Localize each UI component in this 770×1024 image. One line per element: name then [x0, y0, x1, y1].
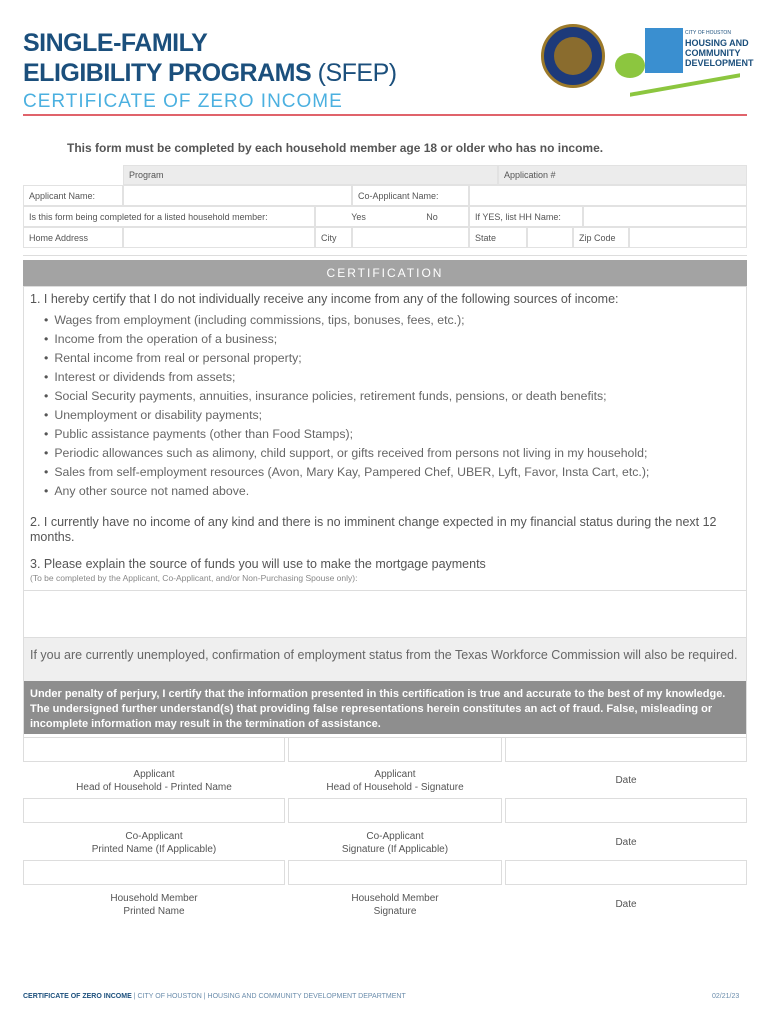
page-subtitle: CERTIFICATE OF ZERO INCOME	[23, 91, 343, 112]
sig-label: Printed Name	[123, 906, 185, 917]
title-line-1: SINGLE-FAMILY	[23, 29, 208, 57]
household-member-signature-input[interactable]	[288, 860, 502, 885]
program-field[interactable]	[123, 165, 498, 185]
divider	[23, 255, 747, 256]
sig-label: Applicant	[374, 769, 416, 780]
footer-city: | CITY OF HOUSTON	[133, 993, 202, 1000]
logo-text: HOUSING AND	[685, 38, 749, 48]
city-input[interactable]	[352, 227, 469, 248]
list-item: • Public assistance payments (other than Food Stamps);	[44, 425, 649, 444]
list-item: • Periodic allowances such as alimony, child support, or gifts received from persons not living in my household;	[44, 444, 649, 463]
applicant-name-input[interactable]	[123, 185, 352, 206]
co-applicant-name-label: Co-Applicant Name:	[352, 185, 469, 206]
certification-body	[23, 286, 747, 738]
sig-label: Printed Name (If Applicable)	[91, 844, 217, 855]
item-3-note: (To be completed by the Applicant, Co-Applicant, and/or Non-Purchasing Spouse only):	[30, 573, 358, 583]
list-item: • Wages from employment (including commissions, tips, bonuses, fees, etc.);	[44, 311, 649, 330]
applicant-date-input[interactable]	[505, 737, 747, 762]
sig-label: Signature	[373, 906, 417, 917]
applicant-printed-name-input[interactable]	[23, 737, 285, 762]
hh-name-label: If YES, list HH Name:	[469, 206, 583, 227]
divider	[23, 114, 747, 116]
list-item: • Social Security payments, annuities, insurance policies, retirement funds, pensions, or death benefits;	[44, 387, 649, 406]
sig-label: Signature (If Applicable)	[341, 844, 449, 855]
income-sources-list	[44, 311, 649, 501]
application-number-field[interactable]	[498, 165, 747, 185]
applicant-name-label: Applicant Name:	[23, 185, 123, 206]
intro-text: This form must be completed by each household member age 18 or older who has no income.	[67, 141, 604, 155]
sig-label: Head of Household - Signature	[326, 782, 464, 793]
co-applicant-printed-name-input[interactable]	[23, 798, 285, 823]
no-option[interactable]: No	[426, 211, 438, 222]
co-applicant-signature-input[interactable]	[288, 798, 502, 823]
list-item: • Unemployment or disability payments;	[44, 406, 649, 425]
title-abbr: (SFEP)	[317, 59, 397, 87]
list-item: • Income from the operation of a business;	[44, 330, 649, 349]
footer-title: CERTIFICATE OF ZERO INCOME	[23, 993, 132, 1000]
zip-input[interactable]	[629, 227, 747, 248]
sig-label: Co-Applicant	[125, 831, 183, 842]
home-address-label: Home Address	[23, 227, 123, 248]
perjury-statement: Under penalty of perjury, I certify that the information presented in this certification is true and accurate to the best of my knowledge. The undersigned further understand(s) that providing false representations herein constitutes an act of fraud. False, misleading or incomplete information may result in the termination of assistance.	[24, 681, 746, 734]
yes-no-choice	[315, 206, 469, 227]
footer-date: 02/21/23	[712, 993, 740, 1000]
item-3: 3. Please explain the source of funds you will use to make the mortgage payments	[30, 557, 486, 571]
household-member-date-input[interactable]	[505, 860, 747, 885]
funds-explanation-input[interactable]	[24, 590, 746, 638]
hh-name-input[interactable]	[583, 206, 747, 227]
sig-label: Applicant	[133, 769, 175, 780]
yes-option[interactable]: Yes	[351, 211, 366, 222]
list-item: • Sales from self-employment resources (Avon, Mary Kay, Pampered Chef, UBER, Lyft, Favor, Insta Cart, etc.);	[44, 463, 649, 482]
home-address-input[interactable]	[123, 227, 315, 248]
program-label: Program	[129, 170, 164, 180]
zip-label: Zip Code	[573, 227, 629, 248]
listed-member-label: Is this form being completed for a listed household member:	[23, 206, 315, 227]
title-line-2: ELIGIBILITY PROGRAMS	[23, 59, 312, 87]
city-seal-logo	[541, 24, 605, 88]
logo-text: CITY OF HOUSTON	[685, 30, 731, 36]
sig-label: Household Member	[351, 893, 439, 904]
footer-dept: | HOUSING AND COMMUNITY DEVELOPMENT DEPARTMENT	[203, 993, 406, 1000]
sig-label: Household Member	[110, 893, 198, 904]
state-label: State	[469, 227, 527, 248]
sig-label: Co-Applicant	[366, 831, 424, 842]
date-label: Date	[615, 899, 637, 910]
list-item: • Interest or dividends from assets;	[44, 368, 649, 387]
item-2: 2. I currently have no income of any kind and there is no imminent change expected in my financial status during the next 12 months.	[30, 515, 717, 544]
logo-text: COMMUNITY	[685, 48, 741, 58]
date-label: Date	[615, 775, 637, 786]
date-label: Date	[615, 837, 637, 848]
applicant-signature-input[interactable]	[288, 737, 502, 762]
household-member-printed-name-input[interactable]	[23, 860, 285, 885]
state-input[interactable]	[527, 227, 573, 248]
co-applicant-date-input[interactable]	[505, 798, 747, 823]
certification-heading: CERTIFICATION	[23, 260, 747, 286]
footer	[23, 993, 406, 1000]
city-label: City	[315, 227, 352, 248]
logo-text: DEVELOPMENT	[685, 58, 754, 68]
hcd-logo	[615, 28, 754, 88]
unemployed-notice: If you are currently unemployed, confirmation of employment status from the Texas Workforce Commission will also be required.	[24, 638, 746, 681]
co-applicant-name-input[interactable]	[469, 185, 747, 206]
list-item: • Any other source not named above.	[44, 482, 649, 501]
list-item: • Rental income from real or personal property;	[44, 349, 649, 368]
sig-label: Head of Household - Printed Name	[76, 782, 232, 793]
application-label: Application #	[504, 170, 556, 180]
page-title	[23, 28, 397, 88]
item-1: 1. I hereby certify that I do not individually receive any income from any of the following sources of income:	[30, 292, 619, 306]
